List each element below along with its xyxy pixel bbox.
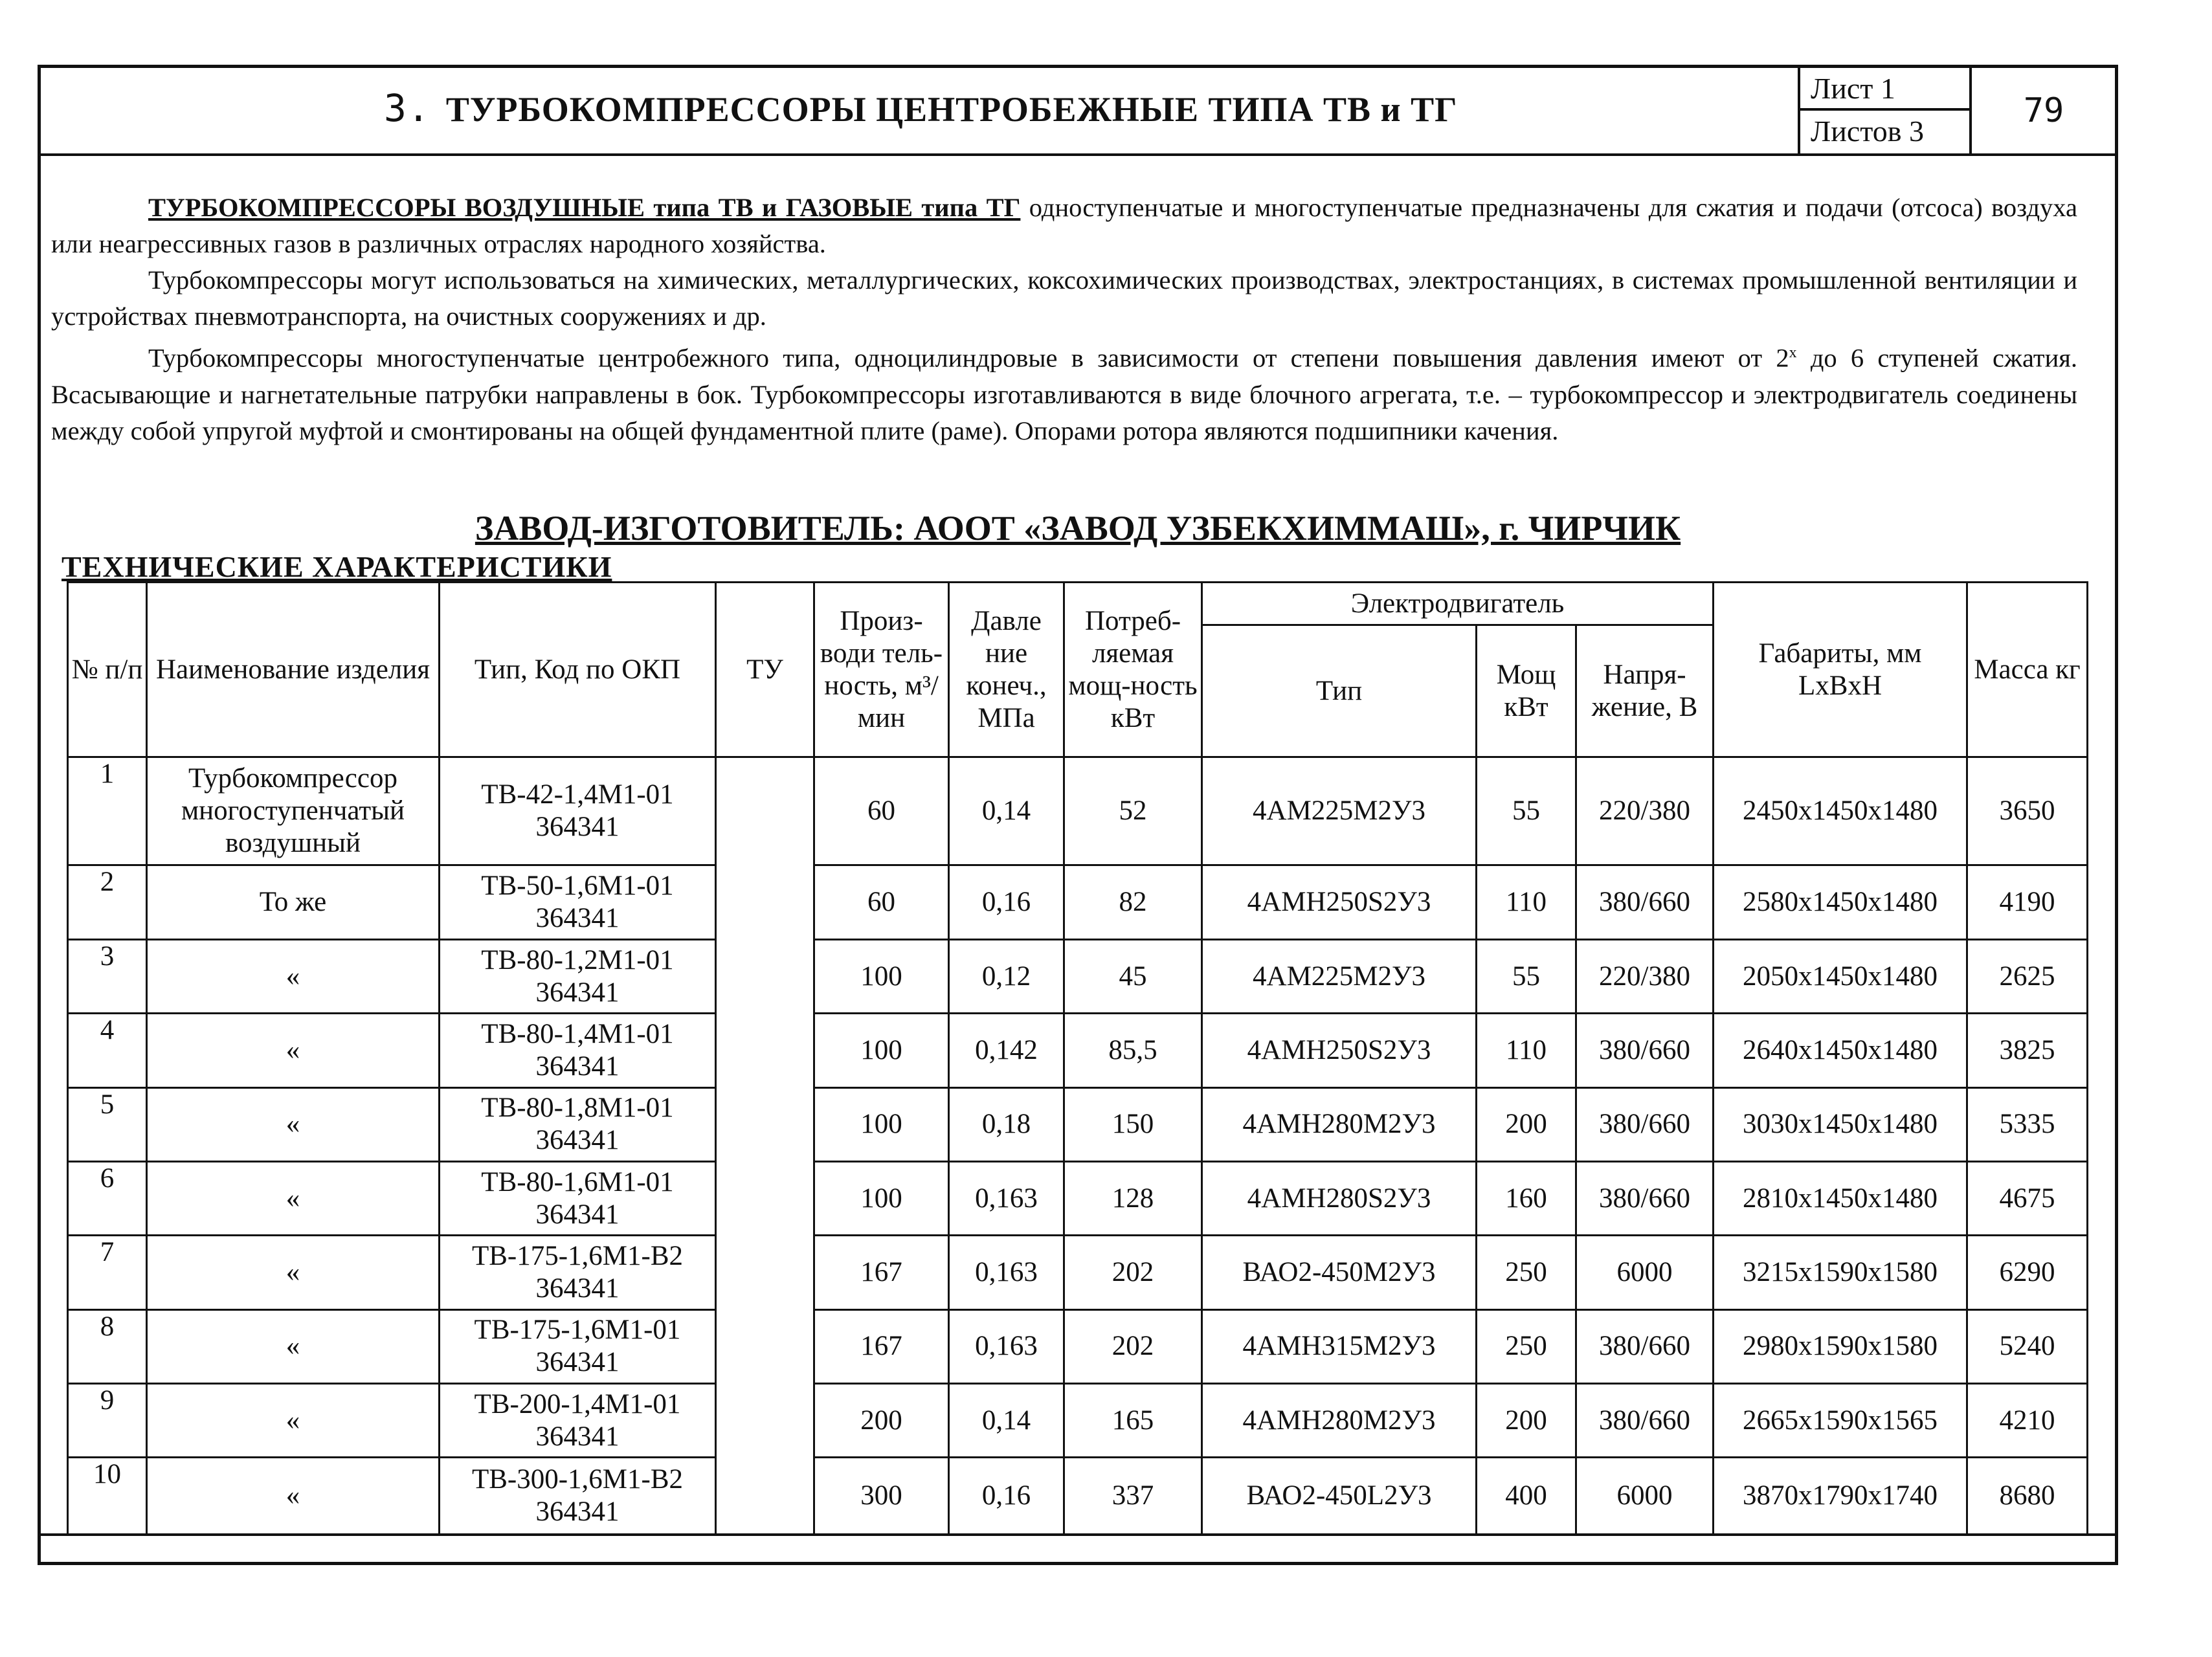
section-number: 3. — [384, 86, 430, 130]
row-mass: 4190 — [1967, 865, 2088, 939]
row-motor-type: 4АМ225М2У3 — [1202, 757, 1477, 865]
row-num: 10 — [68, 1458, 147, 1535]
row-motor-voltage: 380/660 — [1576, 1309, 1714, 1383]
row-mass: 3825 — [1967, 1014, 2088, 1087]
row-motor-type: ВАО2-450L2У3 — [1202, 1458, 1477, 1535]
row-power: 337 — [1064, 1458, 1202, 1535]
row-mass: 5240 — [1967, 1309, 2088, 1383]
row-motor-voltage: 220/380 — [1576, 757, 1714, 865]
row-type-code: ТВ-80-1,2М1-01 — [481, 944, 674, 975]
tu-cell — [716, 757, 814, 1535]
intro-paragraph-3 — [51, 335, 2077, 449]
row-power: 202 — [1064, 1236, 1202, 1309]
col-type: Тип, Код по ОКП — [440, 583, 716, 757]
row-dimensions: 2810x1450x1480 — [1714, 1161, 1967, 1235]
row-mass: 2625 — [1967, 939, 2088, 1013]
row-num: 4 — [68, 1014, 147, 1087]
row-motor-type: 4АМН315М2У3 — [1202, 1309, 1477, 1383]
row-motor-type: 4АМН280М2У3 — [1202, 1087, 1477, 1161]
row-power: 85,5 — [1064, 1014, 1202, 1087]
row-type-code: ТВ-50-1,6М1-01 — [481, 871, 674, 902]
row-pressure: 0,163 — [949, 1236, 1064, 1309]
row-type — [440, 1384, 716, 1458]
row-capacity: 100 — [814, 1161, 949, 1235]
intro-p3-sup: х — [1789, 344, 1797, 361]
row-pressure: 0,142 — [949, 1014, 1064, 1087]
col-capacity: Произ-води тель-ность, м³/мин — [814, 583, 949, 757]
row-name: « — [147, 1087, 440, 1161]
row-num: 1 — [68, 757, 147, 865]
specs-table — [67, 581, 2088, 1535]
table-row — [68, 1458, 2088, 1535]
specs-table-body — [68, 757, 2088, 1535]
row-type — [440, 1161, 716, 1235]
row-name: « — [147, 1161, 440, 1235]
row-name: То же — [147, 865, 440, 939]
row-capacity: 100 — [814, 939, 949, 1013]
table-row — [68, 1087, 2088, 1161]
row-motor-power: 110 — [1477, 865, 1576, 939]
row-dimensions: 3215x1590x1580 — [1714, 1236, 1967, 1309]
row-num: 6 — [68, 1161, 147, 1235]
row-type-code: ТВ-175-1,6М1-В2 — [471, 1241, 684, 1272]
row-type — [440, 1014, 716, 1087]
row-type-code: ТВ-300-1,6М1-В2 — [471, 1464, 684, 1495]
intro-text — [51, 190, 2077, 449]
row-okp-code: 364341 — [535, 903, 620, 934]
row-num: 9 — [68, 1384, 147, 1458]
table-row — [68, 757, 2088, 865]
col-motor-power: Мощ кВт — [1477, 625, 1576, 757]
row-capacity: 60 — [814, 757, 949, 865]
row-motor-power: 160 — [1477, 1161, 1576, 1235]
row-dimensions: 2665x1590x1565 — [1714, 1384, 1967, 1458]
row-power: 82 — [1064, 865, 1202, 939]
row-dimensions: 2580x1450x1480 — [1714, 865, 1967, 939]
row-mass: 6290 — [1967, 1236, 2088, 1309]
row-motor-voltage: 6000 — [1576, 1458, 1714, 1535]
page-number: 79 — [1969, 68, 2116, 153]
row-power: 128 — [1064, 1161, 1202, 1235]
col-mass: Масса кг — [1967, 583, 2088, 757]
row-type-code: ТВ-42-1,4М1-01 — [481, 779, 674, 810]
intro-paragraph-2: Турбокомпрессоры могут использоваться на химических, металлургических, коксохимических производствах, электростанциях, в системах промышленной вентиляции и устройствах пневмотранспорта, на очистных сооружениях и др. — [51, 265, 2077, 331]
row-mass: 3650 — [1967, 757, 2088, 865]
manufacturer-heading: ЗАВОД-ИЗГОТОВИТЕЛЬ: АООТ «ЗАВОД УЗБЕКХИММАШ», г. ЧИРЧИК — [475, 509, 1681, 548]
table-row — [68, 1014, 2088, 1087]
table-row — [68, 1309, 2088, 1383]
row-type-code: ТВ-80-1,8М1-01 — [481, 1093, 674, 1124]
row-okp-code: 364341 — [535, 1273, 620, 1304]
row-power: 52 — [1064, 757, 1202, 865]
row-dimensions: 2640x1450x1480 — [1714, 1014, 1967, 1087]
row-num: 7 — [68, 1236, 147, 1309]
col-dimensions: Габариты, мм LxBxH — [1714, 583, 1967, 757]
row-type — [440, 939, 716, 1013]
row-dimensions: 3030x1450x1480 — [1714, 1087, 1967, 1161]
row-motor-power: 55 — [1477, 939, 1576, 1013]
row-capacity: 100 — [814, 1087, 949, 1161]
row-motor-voltage: 380/660 — [1576, 1014, 1714, 1087]
sheets-total-label: Листов 3 — [1811, 115, 1924, 148]
row-name: « — [147, 939, 440, 1013]
table-row — [68, 1384, 2088, 1458]
table-row — [68, 939, 2088, 1013]
row-name: « — [147, 1458, 440, 1535]
row-type-code: ТВ-200-1,4М1-01 — [474, 1388, 681, 1419]
row-okp-code: 364341 — [535, 1051, 620, 1082]
row-motor-voltage: 380/660 — [1576, 1384, 1714, 1458]
row-motor-power: 250 — [1477, 1309, 1576, 1383]
row-motor-type: 4АМН250S2У3 — [1202, 1014, 1477, 1087]
table-row — [68, 1161, 2088, 1235]
row-okp-code: 364341 — [535, 1125, 620, 1156]
row-motor-power: 200 — [1477, 1087, 1576, 1161]
row-okp-code: 364341 — [535, 1347, 620, 1378]
row-dimensions: 2050x1450x1480 — [1714, 939, 1967, 1013]
row-power: 45 — [1064, 939, 1202, 1013]
intro-p3-start: Турбокомпрессоры многоступенчатые центробежного типа, одноцилиндровые в зависимости от степени повышения давления имеют от 2 — [148, 343, 1789, 373]
row-okp-code: 364341 — [535, 1496, 620, 1528]
row-dimensions: 3870x1790x1740 — [1714, 1458, 1967, 1535]
row-name: « — [147, 1384, 440, 1458]
section-title: ТУРБОКОМПРЕССОРЫ ЦЕНТРОБЕЖНЫЕ ТИПА ТВ и ТГ — [445, 90, 1458, 129]
row-type — [440, 1236, 716, 1309]
row-num: 5 — [68, 1087, 147, 1161]
row-capacity: 100 — [814, 1014, 949, 1087]
row-motor-voltage: 6000 — [1576, 1236, 1714, 1309]
page-frame — [38, 65, 2118, 1565]
row-name: Турбокомпрессор многоступенчатый воздушный — [147, 757, 440, 865]
row-okp-code: 364341 — [535, 977, 620, 1008]
table-row — [68, 1236, 2088, 1309]
col-pressure: Давле ние конеч., МПа — [949, 583, 1064, 757]
row-capacity: 300 — [814, 1458, 949, 1535]
col-motor-group: Электродвигатель — [1202, 583, 1714, 625]
row-type — [440, 1309, 716, 1383]
row-name: « — [147, 1309, 440, 1383]
row-name: « — [147, 1236, 440, 1309]
row-type-code: ТВ-80-1,6М1-01 — [481, 1166, 674, 1197]
row-motor-power: 400 — [1477, 1458, 1576, 1535]
row-okp-code: 364341 — [535, 1421, 620, 1452]
row-type-code: ТВ-80-1,4М1-01 — [481, 1018, 674, 1049]
row-pressure: 0,163 — [949, 1161, 1064, 1235]
row-mass: 4675 — [1967, 1161, 2088, 1235]
row-num: 8 — [68, 1309, 147, 1383]
page-title — [384, 86, 1458, 130]
row-motor-voltage: 380/660 — [1576, 865, 1714, 939]
row-capacity: 167 — [814, 1309, 949, 1383]
row-type — [440, 757, 716, 865]
row-power: 150 — [1064, 1087, 1202, 1161]
row-okp-code: 364341 — [535, 1199, 620, 1230]
sheet-info — [1798, 68, 1969, 153]
row-num: 2 — [68, 865, 147, 939]
row-type — [440, 1087, 716, 1161]
col-motor-type: Тип — [1202, 625, 1477, 757]
row-num: 3 — [68, 939, 147, 1013]
table-row — [68, 865, 2088, 939]
col-num: № п/п — [68, 583, 147, 757]
row-motor-voltage: 380/660 — [1576, 1161, 1714, 1235]
row-motor-type: 4АМН280М2У3 — [1202, 1384, 1477, 1458]
col-motor-voltage: Напря-жение, В — [1576, 625, 1714, 757]
specs-heading: ТЕХНИЧЕСКИЕ ХАРАКТЕРИСТИКИ — [61, 550, 612, 583]
row-motor-type: 4АМН280S2У3 — [1202, 1161, 1477, 1235]
row-pressure: 0,16 — [949, 865, 1064, 939]
row-pressure: 0,18 — [949, 1087, 1064, 1161]
header-block — [41, 68, 2115, 156]
row-okp-code: 364341 — [535, 812, 620, 843]
row-pressure: 0,12 — [949, 939, 1064, 1013]
row-capacity: 60 — [814, 865, 949, 939]
row-name: « — [147, 1014, 440, 1087]
row-type — [440, 1458, 716, 1535]
row-motor-type: ВАО2-450М2У3 — [1202, 1236, 1477, 1309]
row-dimensions: 2980x1590x1580 — [1714, 1309, 1967, 1383]
row-motor-type: 4АМ225М2У3 — [1202, 939, 1477, 1013]
col-tu: ТУ — [716, 583, 814, 757]
row-motor-power: 110 — [1477, 1014, 1576, 1087]
row-pressure: 0,16 — [949, 1458, 1064, 1535]
col-power: Потреб-ляемая мощ-ность кВт — [1064, 583, 1202, 757]
intro-paragraph-1 — [51, 190, 2077, 262]
row-dimensions: 2450x1450x1480 — [1714, 757, 1967, 865]
row-motor-voltage: 380/660 — [1576, 1087, 1714, 1161]
bottom-rule — [41, 1533, 2115, 1536]
row-pressure: 0,14 — [949, 757, 1064, 865]
row-mass: 4210 — [1967, 1384, 2088, 1458]
row-pressure: 0,14 — [949, 1384, 1064, 1458]
row-mass: 8680 — [1967, 1458, 2088, 1535]
row-power: 165 — [1064, 1384, 1202, 1458]
intro-lead: ТУРБОКОМПРЕССОРЫ ВОЗДУШНЫЕ типа ТВ и ГАЗОВЫЕ типа ТГ — [148, 193, 1021, 222]
intro-p1-rest: одноступенчатые и многоступенчатые предназначены для сжатия и подачи (отсоса) воздуха или неагрессивных газов в различных отраслях народного хозяйства. — [51, 193, 2077, 258]
intro-p3-end: до 6 ступеней сжатия. Всасывающие и нагнетательные патрубки направлены в бок. Турбокомпрессоры изготавливаются в виде блочного агрегата, т.е. – турбокомпрессор и электродвигатель соединены между собой упругой муфтой и смонтированы на общей фундаментной плите (раме). Опорами ротора являются подшипники качения. — [51, 343, 2077, 445]
row-motor-type: 4АМН250S2У3 — [1202, 865, 1477, 939]
sheet-label: Лист 1 — [1800, 68, 1969, 111]
row-power: 202 — [1064, 1309, 1202, 1383]
row-type — [440, 865, 716, 939]
row-motor-power: 200 — [1477, 1384, 1576, 1458]
row-pressure: 0,163 — [949, 1309, 1064, 1383]
row-motor-power: 55 — [1477, 757, 1576, 865]
row-capacity: 200 — [814, 1384, 949, 1458]
row-motor-voltage: 220/380 — [1576, 939, 1714, 1013]
row-mass: 5335 — [1967, 1087, 2088, 1161]
row-capacity: 167 — [814, 1236, 949, 1309]
col-name: Наименование изделия — [147, 583, 440, 757]
row-motor-power: 250 — [1477, 1236, 1576, 1309]
row-type-code: ТВ-175-1,6М1-01 — [474, 1315, 681, 1346]
